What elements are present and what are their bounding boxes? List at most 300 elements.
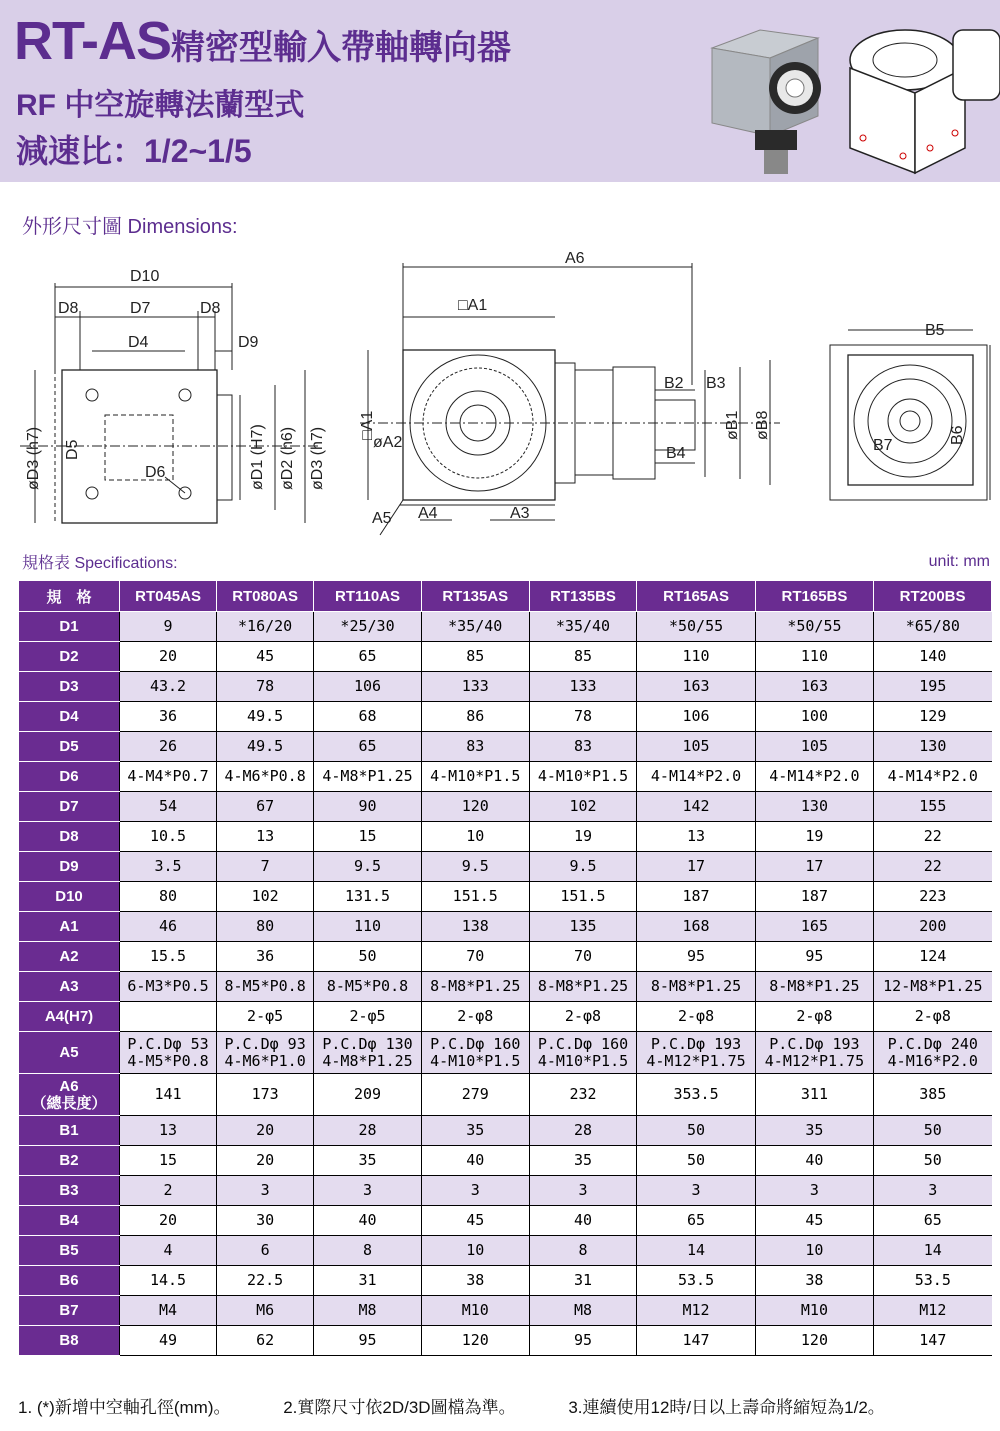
spec-cell: M10 — [421, 1296, 529, 1326]
spec-cell: 4-M14*P2.0 — [874, 762, 992, 792]
spec-cell: 50 — [637, 1116, 755, 1146]
table-row — [19, 882, 992, 912]
cell-line: P.C.Dφ 160 — [537, 1034, 629, 1053]
table-row — [19, 1206, 992, 1236]
spec-cell: 151.5 — [529, 882, 637, 912]
spec-cell: 86 — [421, 702, 529, 732]
spec-cell: 2-φ8 — [421, 1002, 529, 1032]
spec-cell: 102 — [529, 792, 637, 822]
spec-cell: 165 — [755, 912, 873, 942]
spec-cell: M8 — [314, 1296, 422, 1326]
table-row — [19, 1116, 992, 1146]
row-label: B1 — [19, 1116, 120, 1146]
spec-cell: *35/40 — [421, 612, 529, 642]
specs-label: 規格表 Specifications: — [22, 555, 178, 572]
spec-cell: *16/20 — [217, 612, 314, 642]
spec-cell: 40 — [755, 1146, 873, 1176]
spec-cell: 106 — [314, 672, 422, 702]
spec-cell: 14 — [874, 1236, 992, 1266]
spec-cell: 4-M4*P0.7 — [120, 762, 217, 792]
dim-label: □A1 — [359, 410, 376, 440]
row-label: D2 — [19, 642, 120, 672]
spec-cell: 30 — [217, 1206, 314, 1236]
spec-cell: 10 — [421, 1236, 529, 1266]
spec-cell: 200 — [874, 912, 992, 942]
dim-label: B2 — [664, 375, 684, 392]
spec-cell: 40 — [529, 1206, 637, 1236]
spec-cell: 35 — [421, 1116, 529, 1146]
cell-line: 4-M16*P2.0 — [887, 1051, 978, 1070]
spec-cell: 31 — [529, 1266, 637, 1296]
spec-cell: 4-M14*P2.0 — [637, 762, 755, 792]
spec-cell: 133 — [421, 672, 529, 702]
spec-cell: *65/80 — [874, 612, 992, 642]
spec-cell: 85 — [421, 642, 529, 672]
spec-cell: 232 — [529, 1074, 637, 1116]
row-label: B4 — [19, 1206, 120, 1236]
spec-cell: 45 — [421, 1206, 529, 1236]
spec-cell: 40 — [314, 1206, 422, 1236]
spec-cell: 105 — [755, 732, 873, 762]
spec-cell — [874, 1032, 992, 1074]
spec-cell: 43.2 — [120, 672, 217, 702]
spec-cell: 65 — [637, 1206, 755, 1236]
spec-cell: 12-M8*P1.25 — [874, 972, 992, 1002]
dim-label: øB1 — [724, 410, 741, 440]
spec-cell: 7 — [217, 852, 314, 882]
spec-cell: 85 — [529, 642, 637, 672]
title-desc: 精密型輸入帶軸轉向器 — [171, 29, 511, 67]
spec-cell: 9 — [120, 612, 217, 642]
model-header: RT200BS — [874, 581, 992, 612]
spec-cell: 4-M6*P0.8 — [217, 762, 314, 792]
spec-cell: M4 — [120, 1296, 217, 1326]
dim-label: D10 — [130, 268, 160, 285]
spec-cell: 2-φ5 — [217, 1002, 314, 1032]
dim-label: øA2 — [373, 434, 403, 451]
spec-cell: 8-M5*P0.8 — [314, 972, 422, 1002]
spec-cell: 31 — [314, 1266, 422, 1296]
table-row — [19, 912, 992, 942]
spec-cell: 67 — [217, 792, 314, 822]
cell-line: 4-M8*P1.25 — [322, 1051, 413, 1070]
spec-cell: 8 — [529, 1236, 637, 1266]
dim-label: D8 — [58, 300, 79, 317]
spec-cell: 8-M8*P1.25 — [755, 972, 873, 1002]
spec-cell: 13 — [637, 822, 755, 852]
dim-label: A3 — [510, 505, 530, 522]
spec-cell: M10 — [755, 1296, 873, 1326]
spec-cell: 35 — [529, 1146, 637, 1176]
spec-cell: 19 — [755, 822, 873, 852]
spec-cell: 2 — [120, 1176, 217, 1206]
dim-label: D7 — [130, 300, 151, 317]
dimensions-label: 外形尺寸圖 Dimensions: — [22, 216, 238, 238]
spec-cell: 2-φ5 — [314, 1002, 422, 1032]
spec-cell: 311 — [755, 1074, 873, 1116]
note-2: 2.實際尺寸依2D/3D圖檔為準。 — [283, 1398, 516, 1417]
row-label: B2 — [19, 1146, 120, 1176]
spec-cell — [529, 1032, 637, 1074]
dim-label: øB8 — [754, 410, 771, 440]
spec-cell — [217, 1032, 314, 1074]
spec-cell: 4 — [120, 1236, 217, 1266]
spec-cell: 22 — [874, 852, 992, 882]
spec-cell: 120 — [421, 792, 529, 822]
spec-cell: 95 — [637, 942, 755, 972]
spec-cell: 15.5 — [120, 942, 217, 972]
spec-cell: 6 — [217, 1236, 314, 1266]
footnotes — [18, 1393, 933, 1418]
table-row — [19, 612, 992, 642]
cell-line: 4-M6*P1.0 — [224, 1051, 306, 1070]
table-row — [19, 852, 992, 882]
row-label: B3 — [19, 1176, 120, 1206]
spec-cell: 131.5 — [314, 882, 422, 912]
spec-cell: 68 — [314, 702, 422, 732]
dim-label: D4 — [128, 334, 149, 351]
spec-cell: 95 — [314, 1326, 422, 1356]
spec-cell: 62 — [217, 1326, 314, 1356]
spec-cell: 8-M8*P1.25 — [637, 972, 755, 1002]
table-row — [19, 942, 992, 972]
table-row — [19, 762, 992, 792]
spec-cell: 4-M8*P1.25 — [314, 762, 422, 792]
spec-cell: 28 — [529, 1116, 637, 1146]
spec-cell: 223 — [874, 882, 992, 912]
spec-cell: 140 — [874, 642, 992, 672]
model-header: RT165BS — [755, 581, 873, 612]
spec-cell: 124 — [874, 942, 992, 972]
spec-cell: 49 — [120, 1326, 217, 1356]
spec-cell: 3 — [314, 1176, 422, 1206]
row-label: B8 — [19, 1326, 120, 1356]
spec-cell — [120, 1032, 217, 1074]
spec-cell: 17 — [755, 852, 873, 882]
spec-cell: 35 — [314, 1146, 422, 1176]
table-row — [19, 822, 992, 852]
spec-cell: 65 — [314, 642, 422, 672]
table-row — [19, 672, 992, 702]
dim-label: øD1 (H7) — [249, 424, 266, 490]
model-header: RT135AS — [421, 581, 529, 612]
spec-cell: 2-φ8 — [529, 1002, 637, 1032]
spec-cell: 120 — [755, 1326, 873, 1356]
spec-cell — [637, 1032, 755, 1074]
unit-label: unit: mm — [928, 553, 990, 570]
table-row — [19, 1002, 992, 1032]
dim-label: B5 — [925, 322, 945, 339]
row-label: D9 — [19, 852, 120, 882]
dim-label: øD2 (h6) — [279, 426, 296, 490]
cell-line: 4-M5*P0.8 — [127, 1051, 209, 1070]
spec-cell: 8-M8*P1.25 — [421, 972, 529, 1002]
spec-cell: 65 — [314, 732, 422, 762]
model-header: RT165AS — [637, 581, 755, 612]
spec-cell: 95 — [755, 942, 873, 972]
model-header: RT080AS — [217, 581, 314, 612]
spec-cell: 20 — [217, 1116, 314, 1146]
spec-cell: 110 — [755, 642, 873, 672]
spec-cell: 80 — [120, 882, 217, 912]
note-1: 1. (*)新增中空軸孔徑(mm)。 — [18, 1398, 231, 1417]
ratio: 減速比：1/2~1/5 — [16, 133, 252, 169]
spec-cell: 385 — [874, 1074, 992, 1116]
table-row — [19, 1176, 992, 1206]
spec-cell: 70 — [421, 942, 529, 972]
spec-cell: M12 — [874, 1296, 992, 1326]
model-header: RT110AS — [314, 581, 422, 612]
page-title — [14, 10, 511, 72]
table-row — [19, 1326, 992, 1356]
spec-cell: 54 — [120, 792, 217, 822]
spec-cell: 133 — [529, 672, 637, 702]
spec-cell: M8 — [529, 1296, 637, 1326]
spec-cell: 168 — [637, 912, 755, 942]
spec-cell: 4-M10*P1.5 — [421, 762, 529, 792]
spec-cell: 80 — [217, 912, 314, 942]
table-header-row — [19, 581, 992, 612]
note-3: 3.連續使用12時/日以上壽命將縮短為1/2。 — [568, 1398, 885, 1417]
row-label: B7 — [19, 1296, 120, 1326]
cell-line: P.C.Dφ 193 — [769, 1034, 860, 1053]
spec-cell: 20 — [120, 642, 217, 672]
spec-cell: 45 — [217, 642, 314, 672]
cell-line: 4-M12*P1.75 — [646, 1051, 746, 1070]
spec-cell: 50 — [874, 1146, 992, 1176]
spec-cell — [314, 1032, 422, 1074]
cell-line: 4-M10*P1.5 — [430, 1051, 521, 1070]
spec-cell: 50 — [874, 1116, 992, 1146]
spec-cell: 2-φ8 — [637, 1002, 755, 1032]
spec-cell: 13 — [217, 822, 314, 852]
spec-cell: 83 — [529, 732, 637, 762]
spec-cell: 26 — [120, 732, 217, 762]
spec-cell: 106 — [637, 702, 755, 732]
spec-cell: 163 — [755, 672, 873, 702]
row-label: D1 — [19, 612, 120, 642]
spec-cell: 14.5 — [120, 1266, 217, 1296]
table-row — [19, 1236, 992, 1266]
row-label: D4 — [19, 702, 120, 732]
cell-line: P.C.Dφ 93 — [224, 1034, 306, 1053]
spec-table — [18, 580, 992, 1356]
row-label: D3 — [19, 672, 120, 702]
cell-line: P.C.Dφ 240 — [887, 1034, 978, 1053]
spec-cell: 3.5 — [120, 852, 217, 882]
spec-cell: 3 — [755, 1176, 873, 1206]
subtitle: RF 中空旋轉法蘭型式 — [16, 89, 305, 122]
spec-cell: 129 — [874, 702, 992, 732]
spec-cell: 15 — [314, 822, 422, 852]
row-label: A3 — [19, 972, 120, 1002]
spec-cell: 83 — [421, 732, 529, 762]
spec-cell: 65 — [874, 1206, 992, 1236]
spec-cell: 46 — [120, 912, 217, 942]
spec-cell: *50/55 — [755, 612, 873, 642]
row-label: B5 — [19, 1236, 120, 1266]
row-label-line: A6 — [59, 1077, 79, 1095]
header-label: 規 格 — [19, 581, 120, 612]
cell-line: P.C.Dφ 130 — [322, 1034, 413, 1053]
spec-cell: 353.5 — [637, 1074, 755, 1116]
spec-cell: 53.5 — [874, 1266, 992, 1296]
spec-cell: 130 — [755, 792, 873, 822]
table-row — [19, 1032, 992, 1074]
spec-cell: 19 — [529, 822, 637, 852]
spec-cell: 4-M10*P1.5 — [529, 762, 637, 792]
spec-cell: 22.5 — [217, 1266, 314, 1296]
spec-cell: 20 — [217, 1146, 314, 1176]
spec-cell — [120, 1002, 217, 1032]
cell-line: P.C.Dφ 160 — [430, 1034, 521, 1053]
spec-cell: 49.5 — [217, 732, 314, 762]
spec-cell — [755, 1032, 873, 1074]
row-label: A1 — [19, 912, 120, 942]
spec-cell: M12 — [637, 1296, 755, 1326]
spec-cell: 9.5 — [529, 852, 637, 882]
spec-cell: 147 — [637, 1326, 755, 1356]
dim-label: D5 — [64, 439, 81, 460]
spec-cell: 209 — [314, 1074, 422, 1116]
table-row — [19, 972, 992, 1002]
spec-cell: 50 — [314, 942, 422, 972]
spec-cell: 187 — [755, 882, 873, 912]
spec-cell: 8 — [314, 1236, 422, 1266]
spec-cell: *50/55 — [637, 612, 755, 642]
model-header: RT045AS — [120, 581, 217, 612]
spec-cell: 17 — [637, 852, 755, 882]
table-row — [19, 792, 992, 822]
spec-cell: 155 — [874, 792, 992, 822]
spec-cell: 187 — [637, 882, 755, 912]
dim-label: øD3 (h7) — [309, 426, 326, 490]
spec-cell: 78 — [529, 702, 637, 732]
cell-line: P.C.Dφ 53 — [127, 1034, 209, 1053]
spec-cell: 163 — [637, 672, 755, 702]
spec-cell: 53.5 — [637, 1266, 755, 1296]
table-row — [19, 732, 992, 762]
spec-cell: 38 — [755, 1266, 873, 1296]
spec-cell: 15 — [120, 1146, 217, 1176]
header-banner — [0, 0, 1000, 182]
spec-cell: 135 — [529, 912, 637, 942]
table-row — [19, 1296, 992, 1326]
table-row — [19, 1074, 992, 1116]
spec-cell: 70 — [529, 942, 637, 972]
spec-cell: 36 — [120, 702, 217, 732]
spec-cell: *25/30 — [314, 612, 422, 642]
spec-cell: 13 — [120, 1116, 217, 1146]
row-label — [19, 1074, 120, 1116]
spec-cell: *35/40 — [529, 612, 637, 642]
dim-label: D9 — [238, 334, 259, 351]
spec-cell: 195 — [874, 672, 992, 702]
spec-cell: 2-φ8 — [874, 1002, 992, 1032]
spec-cell — [421, 1032, 529, 1074]
dimension-drawings — [0, 245, 1000, 545]
spec-cell: 8-M5*P0.8 — [217, 972, 314, 1002]
spec-cell: 50 — [637, 1146, 755, 1176]
dim-label: D6 — [145, 464, 166, 481]
spec-cell: 138 — [421, 912, 529, 942]
spec-cell: 100 — [755, 702, 873, 732]
row-label: D10 — [19, 882, 120, 912]
spec-cell: 147 — [874, 1326, 992, 1356]
spec-cell: 10 — [755, 1236, 873, 1266]
spec-cell: 130 — [874, 732, 992, 762]
spec-cell: 45 — [755, 1206, 873, 1236]
spec-cell: 8-M8*P1.25 — [529, 972, 637, 1002]
spec-cell: 10.5 — [120, 822, 217, 852]
dim-label: A4 — [418, 505, 438, 522]
spec-cell: 2-φ8 — [755, 1002, 873, 1032]
row-label: A2 — [19, 942, 120, 972]
spec-cell: 90 — [314, 792, 422, 822]
table-row — [19, 702, 992, 732]
row-label: D6 — [19, 762, 120, 792]
spec-cell: M6 — [217, 1296, 314, 1326]
spec-cell: 40 — [421, 1146, 529, 1176]
spec-cell: 28 — [314, 1116, 422, 1146]
spec-cell: 9.5 — [421, 852, 529, 882]
cell-line: 4-M12*P1.75 — [764, 1051, 865, 1070]
spec-cell: 49.5 — [217, 702, 314, 732]
row-label: B6 — [19, 1266, 120, 1296]
spec-cell: 3 — [529, 1176, 637, 1206]
title-model: RT-AS — [14, 11, 171, 71]
spec-cell: 142 — [637, 792, 755, 822]
table-row — [19, 1146, 992, 1176]
row-label: D7 — [19, 792, 120, 822]
dim-label: A6 — [565, 250, 585, 267]
spec-cell: 6-M3*P0.5 — [120, 972, 217, 1002]
spec-table-body — [19, 612, 992, 1356]
spec-cell: 3 — [421, 1176, 529, 1206]
spec-cell: 9.5 — [314, 852, 422, 882]
product-photo-solid — [700, 8, 835, 176]
cell-line: P.C.Dφ 193 — [650, 1034, 742, 1053]
spec-cell: 3 — [637, 1176, 755, 1206]
dim-label: B3 — [706, 375, 726, 392]
spec-cell: 4-M14*P2.0 — [755, 762, 873, 792]
spec-cell: 38 — [421, 1266, 529, 1296]
spec-cell: 20 — [120, 1206, 217, 1236]
spec-cell: 22 — [874, 822, 992, 852]
spec-cell: 10 — [421, 822, 529, 852]
table-row — [19, 1266, 992, 1296]
spec-cell: 78 — [217, 672, 314, 702]
spec-cell: 110 — [314, 912, 422, 942]
spec-cell: 3 — [874, 1176, 992, 1206]
dim-label: □A1 — [458, 297, 488, 314]
row-label: D5 — [19, 732, 120, 762]
spec-cell: 102 — [217, 882, 314, 912]
dim-label: A5 — [372, 510, 392, 527]
spec-cell: 35 — [755, 1116, 873, 1146]
spec-cell: 141 — [120, 1074, 217, 1116]
row-label: D8 — [19, 822, 120, 852]
dim-label: øD3 (h7) — [25, 426, 42, 490]
spec-cell: 36 — [217, 942, 314, 972]
row-label-line: （總長度） — [31, 1094, 107, 1112]
row-label: A4(H7) — [19, 1002, 120, 1032]
row-label: A5 — [19, 1032, 120, 1074]
dim-label: D8 — [200, 300, 221, 317]
dim-label: B6 — [949, 425, 966, 445]
model-header: RT135BS — [529, 581, 637, 612]
spec-cell: 105 — [637, 732, 755, 762]
